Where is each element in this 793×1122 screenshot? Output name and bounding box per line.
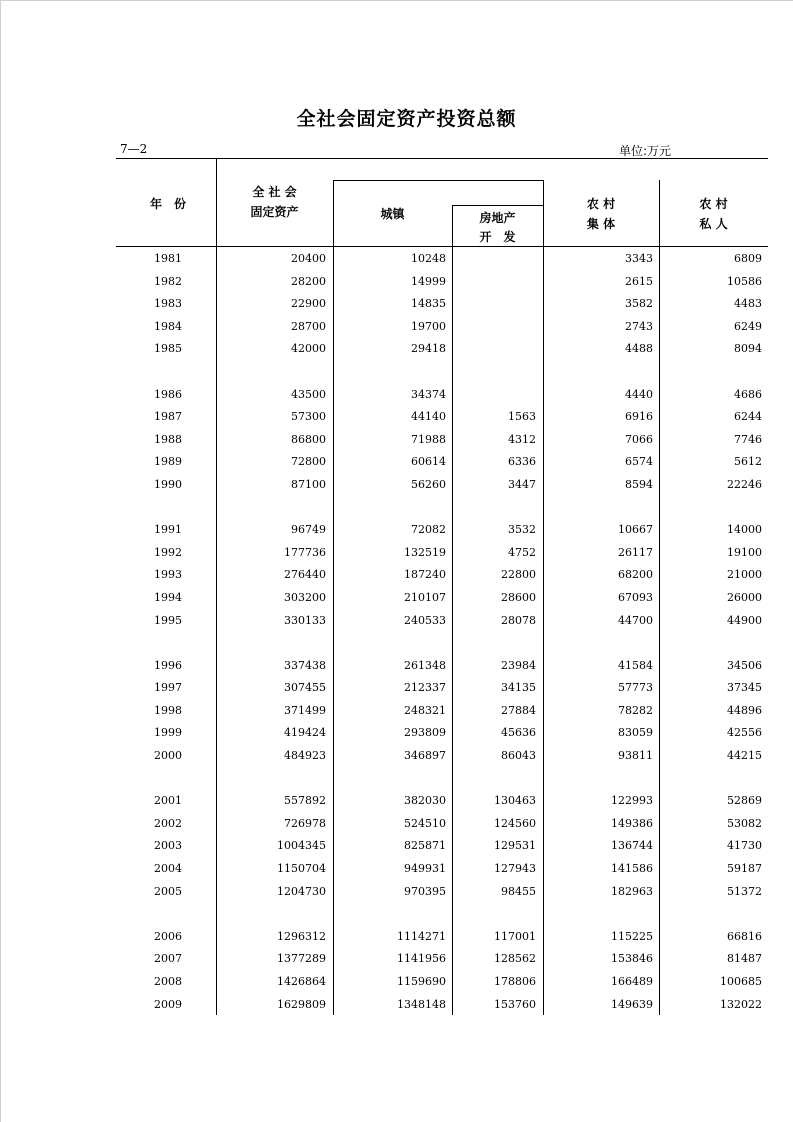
cell-rural-collective: 2615	[625, 274, 653, 288]
cell-real-estate: 45636	[501, 726, 536, 740]
cell-rural-collective: 8594	[625, 477, 653, 491]
cell-real-estate: 86043	[501, 749, 536, 763]
header-real-estate-line1: 房地产	[479, 211, 516, 225]
table-row	[0, 858, 793, 881]
table-row	[0, 971, 793, 994]
table-body	[0, 248, 793, 1016]
table-row	[0, 722, 793, 745]
cell-year: 1999	[154, 726, 182, 740]
cell-rural-private: 5612	[734, 455, 762, 469]
cell-rural-private: 100685	[720, 975, 762, 988]
cell-town: 970395	[404, 884, 446, 898]
cell-rural-collective: 166489	[611, 975, 653, 988]
cell-real-estate: 22800	[501, 568, 536, 582]
table-row	[0, 790, 793, 813]
cell-year: 2005	[154, 884, 182, 898]
cell-town: 72082	[411, 523, 446, 537]
cell-rural-private: 37345	[727, 681, 762, 695]
cell-rural-collective: 122993	[611, 794, 653, 808]
cell-rural-collective: 68200	[618, 568, 653, 582]
table-row	[0, 881, 793, 904]
cell-year: 1998	[154, 703, 182, 717]
cell-rural-collective: 44700	[618, 613, 653, 627]
cell-rural-collective: 149639	[611, 997, 653, 1011]
cell-total: 22900	[291, 297, 326, 311]
cell-rural-collective: 182963	[611, 884, 653, 898]
cell-town: 71988	[411, 432, 446, 446]
cell-rural-private: 6809	[734, 252, 762, 265]
unit-label: 单位:万元	[619, 144, 672, 158]
cell-town: 240533	[404, 613, 446, 627]
cell-year: 2004	[154, 862, 182, 876]
table-row	[0, 564, 793, 587]
cell-year: 1983	[154, 297, 182, 311]
cell-total: 371499	[284, 703, 326, 717]
cell-rural-private: 34506	[727, 658, 762, 672]
table-code: 7—2	[120, 142, 148, 156]
cell-total: 726978	[284, 816, 326, 830]
cell-year: 1984	[154, 319, 182, 333]
table-row	[0, 429, 793, 452]
cell-total: 20400	[291, 252, 326, 265]
cell-town: 1348148	[397, 997, 446, 1011]
cell-rural-private: 132022	[720, 997, 762, 1011]
cell-real-estate: 6336	[508, 455, 536, 469]
cell-rural-collective: 3582	[625, 297, 653, 311]
cell-rural-collective: 93811	[618, 749, 653, 763]
cell-total: 96749	[291, 523, 326, 537]
cell-rural-private: 52869	[727, 794, 762, 808]
cell-rural-collective: 115225	[611, 929, 653, 943]
cell-rural-collective: 136744	[611, 839, 653, 853]
cell-total: 1150704	[277, 862, 326, 876]
cell-rural-private: 14000	[727, 523, 762, 537]
cell-rural-collective: 78282	[618, 703, 653, 717]
cell-real-estate: 28078	[501, 613, 536, 627]
header-rural-collective-line2: 集 体	[586, 217, 616, 231]
cell-real-estate: 23984	[501, 658, 536, 672]
table-row	[0, 745, 793, 768]
cell-real-estate: 129531	[494, 839, 536, 853]
table-row	[0, 610, 793, 633]
table-row	[0, 384, 793, 407]
table-row	[0, 948, 793, 971]
cell-rural-collective: 2743	[625, 319, 653, 333]
cell-real-estate: 3532	[508, 523, 536, 537]
table-row	[0, 248, 793, 271]
cell-rural-private: 44896	[727, 703, 762, 717]
cell-rural-collective: 141586	[611, 862, 653, 876]
cell-year: 2007	[154, 952, 182, 966]
cell-rural-private: 51372	[727, 884, 762, 898]
cell-year: 1993	[154, 568, 182, 582]
cell-rural-private: 10586	[727, 274, 762, 288]
cell-total: 484923	[284, 749, 326, 763]
table-row	[0, 813, 793, 836]
cell-total: 1377289	[277, 952, 326, 966]
table-row	[0, 406, 793, 429]
cell-year: 2006	[154, 929, 182, 943]
cell-rural-private: 6249	[734, 319, 762, 333]
cell-real-estate: 153760	[494, 997, 536, 1011]
cell-real-estate: 130463	[494, 794, 536, 808]
cell-total: 57300	[291, 410, 326, 424]
cell-year: 1995	[154, 613, 182, 627]
cell-rural-private: 66816	[727, 929, 762, 943]
cell-rural-collective: 4440	[625, 387, 653, 401]
cell-year: 1981	[154, 252, 182, 265]
cell-rural-private: 44215	[727, 749, 762, 763]
cell-rural-collective: 149386	[611, 816, 653, 830]
cell-real-estate: 124560	[494, 816, 536, 830]
cell-rural-collective: 3343	[625, 252, 653, 265]
cell-year: 1994	[154, 590, 182, 604]
cell-town: 1114271	[397, 929, 446, 943]
cell-town: 346897	[404, 749, 446, 763]
table-row	[0, 316, 793, 339]
header-group-rule	[333, 180, 543, 181]
cell-year: 2001	[154, 794, 182, 808]
cell-rural-private: 22246	[727, 477, 762, 491]
cell-total: 1204730	[277, 884, 326, 898]
cell-town: 1159690	[397, 975, 446, 988]
cell-total: 42000	[291, 342, 326, 356]
cell-year: 2008	[154, 975, 182, 988]
cell-year: 1988	[154, 432, 182, 446]
cell-rural-private: 41730	[727, 839, 762, 853]
cell-total: 557892	[284, 794, 326, 808]
cell-town: 29418	[411, 342, 446, 356]
table-row	[0, 451, 793, 474]
cell-rural-private: 4483	[734, 297, 762, 311]
cell-year: 2002	[154, 816, 182, 830]
cell-real-estate: 1563	[508, 410, 536, 424]
cell-rural-private: 44900	[727, 613, 762, 627]
cell-real-estate: 27884	[501, 703, 536, 717]
cell-rural-collective: 26117	[618, 545, 653, 559]
cell-real-estate: 34135	[501, 681, 536, 695]
cell-town: 1141956	[397, 952, 446, 966]
cell-town: 56260	[411, 477, 446, 491]
cell-rural-collective: 6916	[625, 410, 653, 424]
table-row	[0, 271, 793, 294]
cell-year: 2003	[154, 839, 182, 853]
cell-total: 177736	[284, 545, 326, 559]
cell-town: 14999	[411, 274, 446, 288]
cell-year: 1991	[154, 523, 182, 537]
cell-rural-private: 6244	[734, 410, 762, 424]
cell-year: 1985	[154, 342, 182, 356]
cell-town: 949931	[404, 862, 446, 876]
cell-total: 28200	[291, 274, 326, 288]
table-row	[0, 677, 793, 700]
cell-year: 1990	[154, 477, 182, 491]
cell-rural-private: 42556	[727, 726, 762, 740]
header-real-estate-line2: 开 发	[479, 230, 516, 244]
cell-total: 1004345	[277, 839, 326, 853]
cell-rural-private: 19100	[727, 545, 762, 559]
cell-rural-collective: 83059	[618, 726, 653, 740]
table-row	[0, 293, 793, 316]
cell-real-estate: 4752	[508, 545, 536, 559]
table-row	[0, 700, 793, 723]
cell-total: 330133	[284, 613, 326, 627]
cell-total: 1296312	[277, 929, 326, 943]
cell-town: 19700	[411, 319, 446, 333]
cell-town: 261348	[404, 658, 446, 672]
table-row	[0, 655, 793, 678]
cell-total: 307455	[284, 681, 326, 695]
cell-year: 1989	[154, 455, 182, 469]
cell-rural-private: 7746	[734, 432, 762, 446]
cell-total: 337438	[284, 658, 326, 672]
cell-real-estate: 3447	[508, 477, 536, 491]
cell-town: 382030	[404, 794, 446, 808]
cell-real-estate: 178806	[494, 975, 536, 988]
header-bottom-rule	[116, 246, 768, 247]
cell-town: 524510	[404, 816, 446, 830]
cell-town: 293809	[404, 726, 446, 740]
cell-town: 44140	[411, 410, 446, 424]
cell-year: 1996	[154, 658, 182, 672]
table-row	[0, 994, 793, 1017]
cell-rural-private: 81487	[727, 952, 762, 966]
cell-town: 248321	[404, 703, 446, 717]
cell-total: 86800	[291, 432, 326, 446]
header-total-line2: 固定资产	[250, 205, 299, 219]
cell-total: 28700	[291, 319, 326, 333]
cell-rural-collective: 153846	[611, 952, 653, 966]
cell-town: 60614	[411, 455, 446, 469]
table-row	[0, 338, 793, 361]
cell-rural-collective: 41584	[618, 658, 653, 672]
cell-total: 1426864	[277, 975, 326, 988]
cell-rural-collective: 10667	[618, 523, 653, 537]
header-rural-private-line1: 农 村	[699, 197, 728, 211]
header-rural-collective-line1: 农 村	[586, 197, 616, 211]
cell-town: 34374	[411, 387, 446, 401]
cell-year: 1987	[154, 410, 182, 424]
header-rural-private-line2: 私 人	[699, 217, 728, 231]
header-total-line1: 全 社 会	[252, 185, 297, 199]
cell-total: 43500	[291, 387, 326, 401]
cell-town: 132519	[404, 545, 446, 559]
cell-total: 303200	[284, 590, 326, 604]
page-edge-top	[0, 0, 793, 1]
table-row	[0, 519, 793, 542]
cell-year: 2000	[154, 749, 182, 763]
cell-rural-private: 53082	[727, 816, 762, 830]
real-estate-header-rule	[452, 205, 543, 206]
table-row	[0, 835, 793, 858]
cell-rural-private: 21000	[727, 568, 762, 582]
cell-year: 1997	[154, 681, 182, 695]
cell-rural-private: 26000	[727, 590, 762, 604]
header-year: 年 份	[149, 197, 186, 211]
cell-town: 212337	[404, 681, 446, 695]
cell-rural-collective: 7066	[625, 432, 653, 446]
cell-rural-private: 59187	[727, 862, 762, 876]
cell-total: 276440	[284, 568, 326, 582]
cell-rural-private: 8094	[734, 342, 762, 356]
cell-total: 419424	[284, 726, 326, 740]
cell-rural-collective: 6574	[625, 455, 653, 469]
cell-town: 10248	[411, 252, 446, 265]
cell-town: 825871	[404, 839, 446, 853]
cell-real-estate: 127943	[494, 862, 536, 876]
table-row	[0, 926, 793, 949]
table-top-rule	[116, 158, 768, 159]
table-row	[0, 542, 793, 565]
cell-real-estate: 98455	[501, 884, 536, 898]
cell-real-estate: 28600	[501, 590, 536, 604]
cell-town: 14835	[411, 297, 446, 311]
cell-total: 87100	[291, 477, 326, 491]
cell-real-estate: 117001	[494, 929, 536, 943]
cell-year: 2009	[154, 997, 182, 1011]
page-title: 全社会固定资产投资总额	[296, 108, 517, 130]
cell-year: 1982	[154, 274, 182, 288]
cell-rural-collective: 57773	[618, 681, 653, 695]
cell-total: 1629809	[277, 997, 326, 1011]
table-row	[0, 474, 793, 497]
cell-real-estate: 128562	[494, 952, 536, 966]
header-town: 城镇	[380, 207, 405, 221]
cell-rural-private: 4686	[734, 387, 762, 401]
cell-town: 187240	[404, 568, 446, 582]
cell-rural-collective: 4488	[625, 342, 653, 356]
cell-year: 1986	[154, 387, 182, 401]
table-row	[0, 587, 793, 610]
cell-town: 210107	[404, 590, 446, 604]
cell-total: 72800	[291, 455, 326, 469]
cell-year: 1992	[154, 545, 182, 559]
cell-rural-collective: 67093	[618, 590, 653, 604]
cell-real-estate: 4312	[508, 432, 536, 446]
